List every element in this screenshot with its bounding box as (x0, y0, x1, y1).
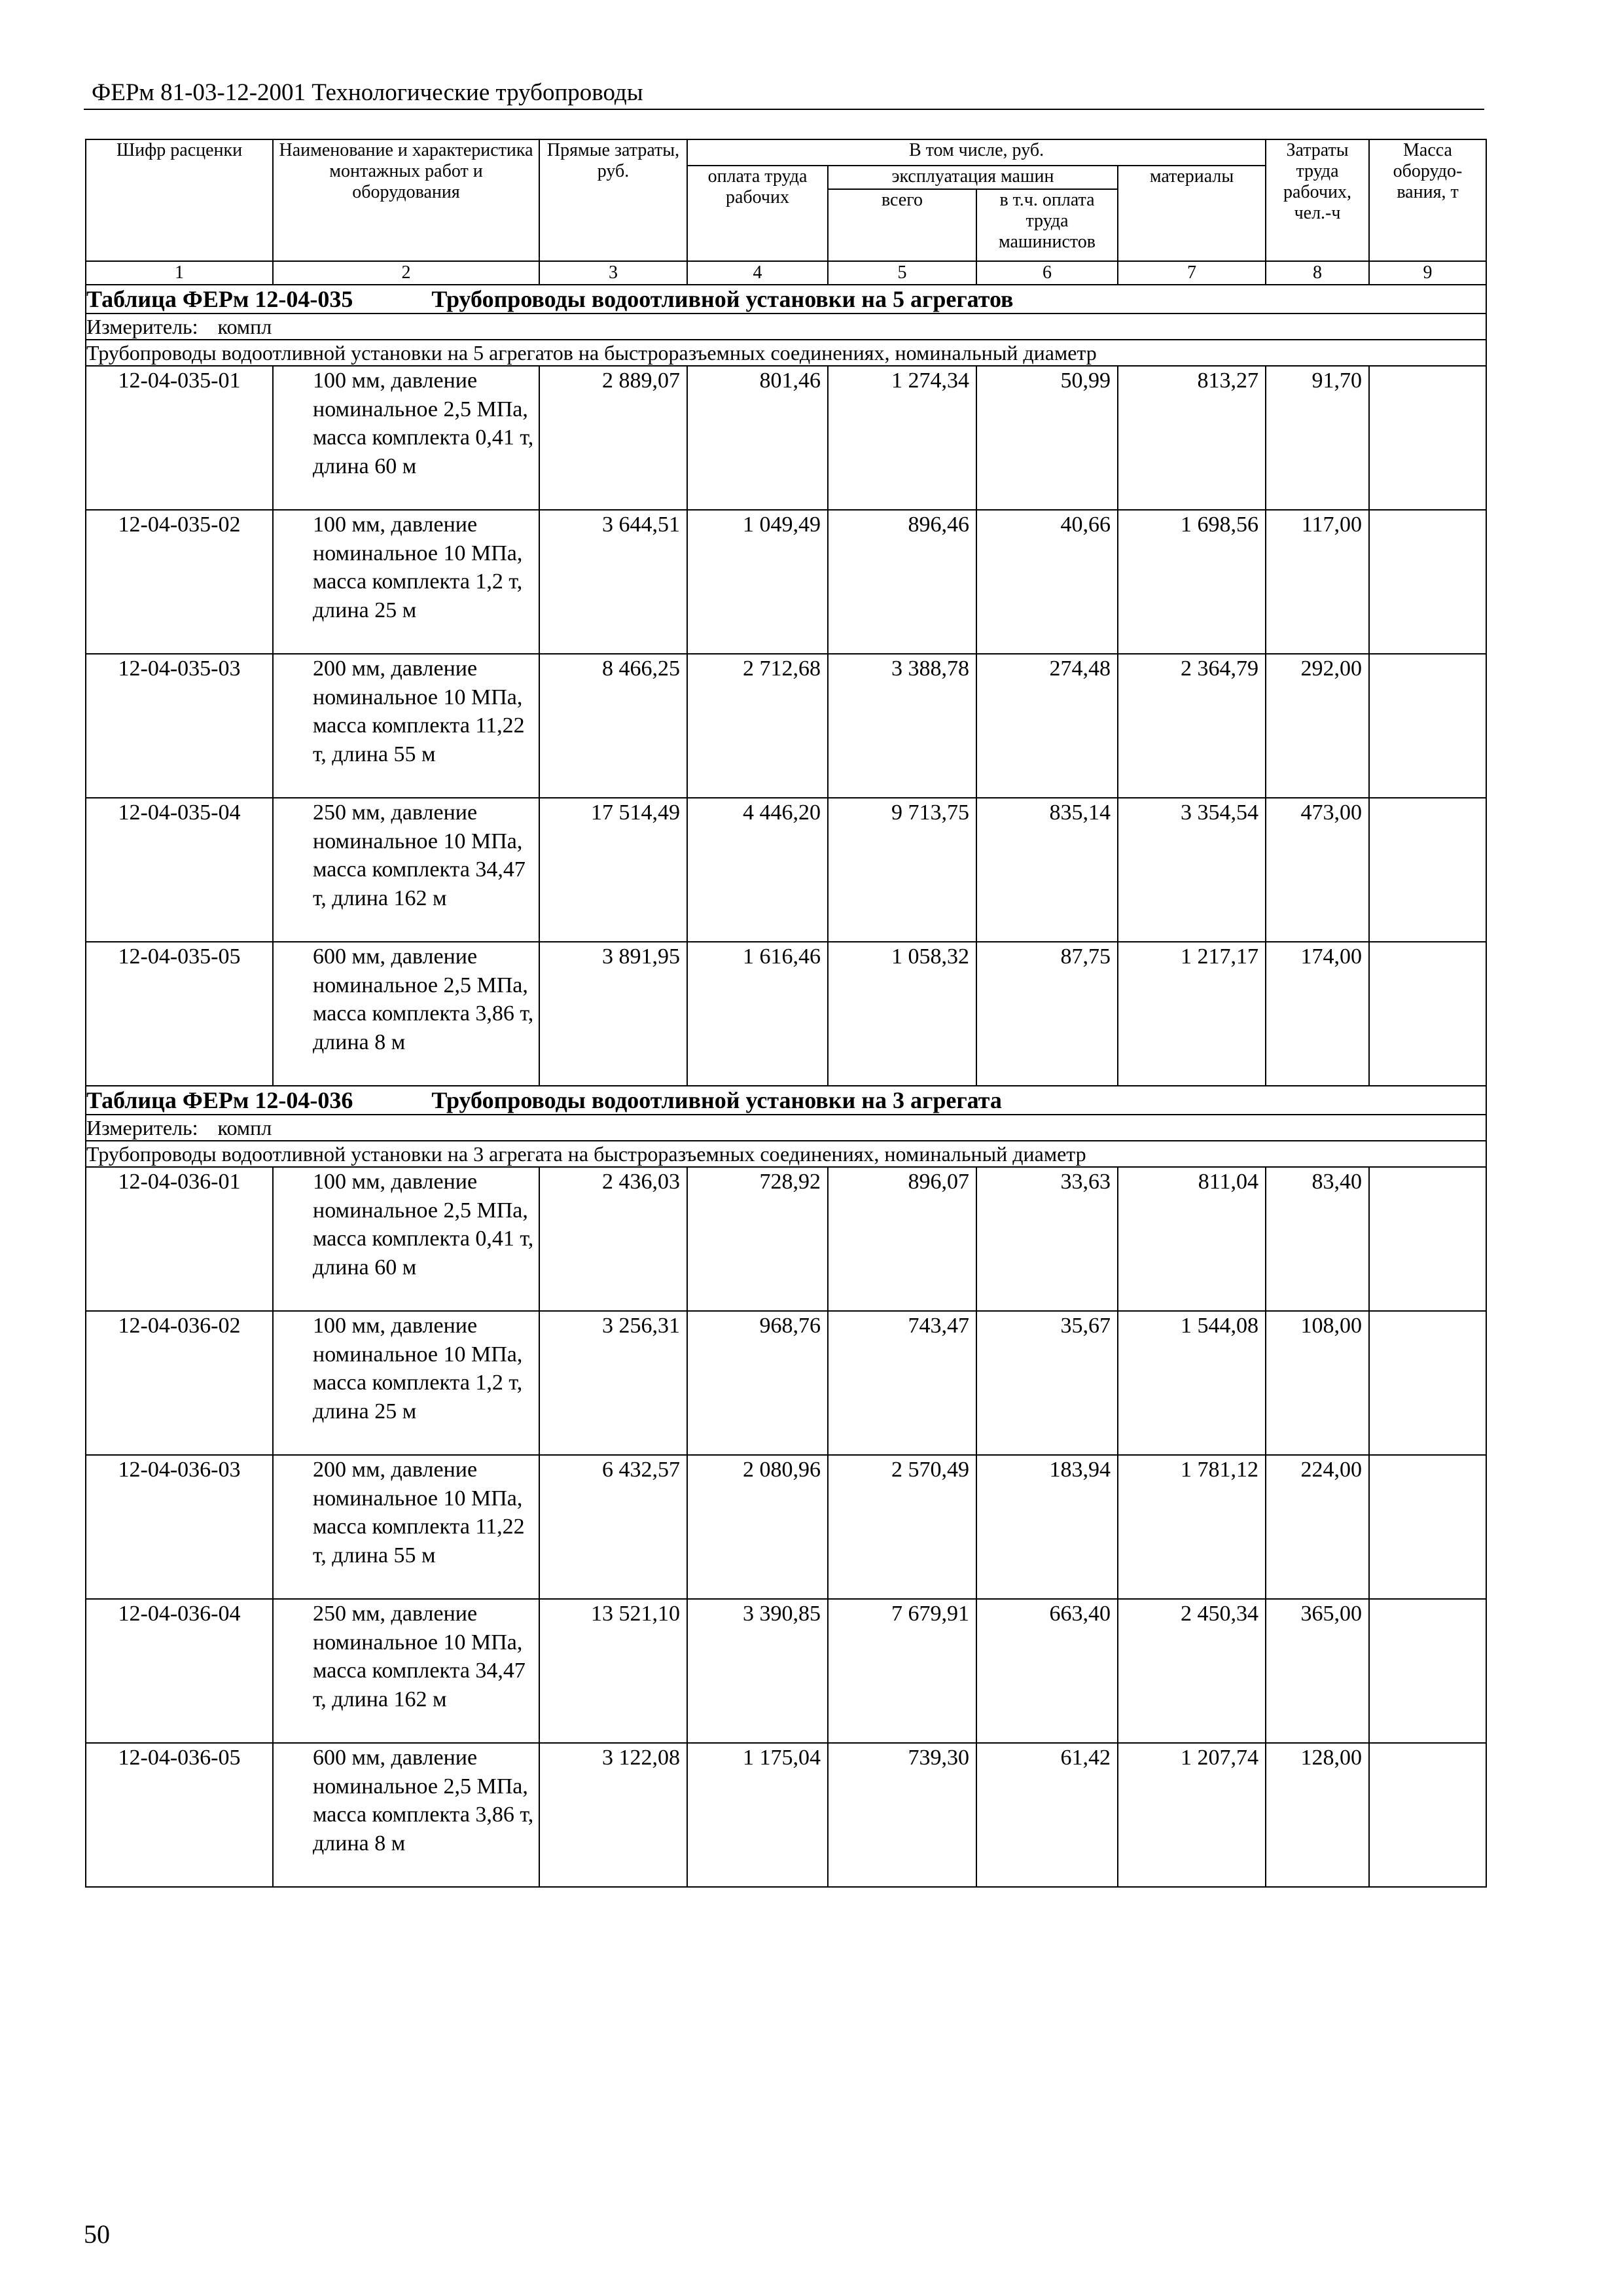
cell-wages: 968,76 (687, 1311, 828, 1455)
cell-direct: 8 466,25 (539, 654, 687, 798)
cell-materials: 2 364,79 (1118, 654, 1266, 798)
table-row (86, 798, 1486, 942)
running-header: ФЕРм 81-03-12-2001 Технологические трубопроводы (92, 79, 643, 106)
rate-code: 12-04-036-04 (86, 1599, 273, 1743)
measure-row (86, 1115, 1486, 1141)
cell-machines: 1 274,34 (828, 366, 976, 510)
cell-direct: 2 889,07 (539, 366, 687, 510)
cell-direct: 3 256,31 (539, 1311, 687, 1455)
work-description: 600 мм, давление номинальное 2,5 МПа, масса комплекта 3,86 т, длина 8 м (273, 942, 539, 1086)
head-machinists: в т.ч. оплата труда машинистов (976, 189, 1118, 261)
cell-labor: 224,00 (1266, 1455, 1369, 1599)
cell-labor: 174,00 (1266, 942, 1369, 1086)
rates-table (85, 139, 1487, 1888)
cell-wages: 3 390,85 (687, 1599, 828, 1743)
cell-wages: 4 446,20 (687, 798, 828, 942)
cell-wages: 1 616,46 (687, 942, 828, 1086)
rate-code: 12-04-036-01 (86, 1167, 273, 1311)
head-materials: материалы (1118, 166, 1266, 261)
cell-machinists: 61,42 (976, 1743, 1118, 1887)
cell-mass (1369, 1167, 1486, 1311)
head-mass: Масса оборудо-вания, т (1369, 139, 1486, 261)
cell-labor: 128,00 (1266, 1743, 1369, 1887)
column-number: 8 (1266, 261, 1369, 285)
cell-materials: 3 354,54 (1118, 798, 1266, 942)
cell-machines: 743,47 (828, 1311, 976, 1455)
measure-cell (86, 314, 1486, 340)
cell-materials: 1 781,12 (1118, 1455, 1266, 1599)
cell-direct: 13 521,10 (539, 1599, 687, 1743)
cell-machines: 896,46 (828, 510, 976, 654)
section-title-row (86, 1086, 1486, 1115)
cell-labor: 83,40 (1266, 1167, 1369, 1311)
cell-machinists: 835,14 (976, 798, 1118, 942)
section-description-row (86, 340, 1486, 366)
cell-mass (1369, 1455, 1486, 1599)
table-id: Таблица ФЕРм 12-04-035 (86, 286, 353, 312)
cell-direct: 3 122,08 (539, 1743, 687, 1887)
cell-direct: 17 514,49 (539, 798, 687, 942)
section-description-row (86, 1141, 1486, 1167)
cell-direct: 6 432,57 (539, 1455, 687, 1599)
head-labor: Затраты труда рабочих, чел.-ч (1266, 139, 1369, 261)
rate-code: 12-04-035-04 (86, 798, 273, 942)
cell-labor: 108,00 (1266, 1311, 1369, 1455)
cell-machinists: 35,67 (976, 1311, 1118, 1455)
meter-label: Измеритель: (86, 315, 198, 338)
cell-machinists: 87,75 (976, 942, 1118, 1086)
work-description: 200 мм, давление номинальное 10 МПа, масса комплекта 11,22 т, длина 55 м (273, 654, 539, 798)
cell-machines: 896,07 (828, 1167, 976, 1311)
cell-machines: 3 388,78 (828, 654, 976, 798)
cell-machinists: 50,99 (976, 366, 1118, 510)
cell-mass (1369, 654, 1486, 798)
head-including: В том числе, руб. (687, 139, 1266, 166)
table-row (86, 366, 1486, 510)
section-title-row (86, 285, 1486, 314)
cell-wages: 2 080,96 (687, 1455, 828, 1599)
rate-code: 12-04-036-05 (86, 1743, 273, 1887)
head-direct: Прямые затраты, руб. (539, 139, 687, 261)
cell-materials: 1 217,17 (1118, 942, 1266, 1086)
cell-wages: 728,92 (687, 1167, 828, 1311)
table-row (86, 1599, 1486, 1743)
cell-materials: 811,04 (1118, 1167, 1266, 1311)
cell-machines: 7 679,91 (828, 1599, 976, 1743)
column-number: 3 (539, 261, 687, 285)
cell-machinists: 33,63 (976, 1167, 1118, 1311)
head-wages: оплата труда рабочих (687, 166, 828, 261)
cell-materials: 1 698,56 (1118, 510, 1266, 654)
table-row (86, 654, 1486, 798)
cell-direct: 3 891,95 (539, 942, 687, 1086)
column-number: 6 (976, 261, 1118, 285)
cell-mass (1369, 1743, 1486, 1887)
rate-code: 12-04-035-01 (86, 366, 273, 510)
cell-mass (1369, 1599, 1486, 1743)
cell-labor: 365,00 (1266, 1599, 1369, 1743)
rate-code: 12-04-036-03 (86, 1455, 273, 1599)
table-row (86, 942, 1486, 1086)
rate-code: 12-04-035-03 (86, 654, 273, 798)
cell-materials: 2 450,34 (1118, 1599, 1266, 1743)
work-description: 200 мм, давление номинальное 10 МПа, масса комплекта 11,22 т, длина 55 м (273, 1455, 539, 1599)
column-number: 5 (828, 261, 976, 285)
cell-machinists: 40,66 (976, 510, 1118, 654)
column-number: 4 (687, 261, 828, 285)
cell-direct: 2 436,03 (539, 1167, 687, 1311)
work-description: 250 мм, давление номинальное 10 МПа, масса комплекта 34,47 т, длина 162 м (273, 798, 539, 942)
cell-mass (1369, 798, 1486, 942)
column-number: 2 (273, 261, 539, 285)
cell-labor: 117,00 (1266, 510, 1369, 654)
column-numbers-row (86, 261, 1486, 285)
work-description: 100 мм, давление номинальное 10 МПа, масса комплекта 1,2 т, длина 25 м (273, 510, 539, 654)
table-title: Трубопроводы водоотливной установки на 5 агрегатов (431, 286, 1014, 312)
work-description: 100 мм, давление номинальное 10 МПа, масса комплекта 1,2 т, длина 25 м (273, 1311, 539, 1455)
cell-mass (1369, 510, 1486, 654)
work-description: 250 мм, давление номинальное 10 МПа, масса комплекта 34,47 т, длина 162 м (273, 1599, 539, 1743)
cell-labor: 91,70 (1266, 366, 1369, 510)
cell-mass (1369, 366, 1486, 510)
work-description: 100 мм, давление номинальное 2,5 МПа, масса комплекта 0,41 т, длина 60 м (273, 366, 539, 510)
measure-row (86, 314, 1486, 340)
cell-machines: 1 058,32 (828, 942, 976, 1086)
cell-machinists: 274,48 (976, 654, 1118, 798)
cell-wages: 2 712,68 (687, 654, 828, 798)
rate-code: 12-04-036-02 (86, 1311, 273, 1455)
rate-code: 12-04-035-02 (86, 510, 273, 654)
cell-machines: 739,30 (828, 1743, 976, 1887)
section-description: Трубопроводы водоотливной установки на 5 агрегатов на быстроразъемных соединениях, номинальный диаметр (86, 340, 1486, 366)
table-row (86, 1455, 1486, 1599)
table-id: Таблица ФЕРм 12-04-036 (86, 1087, 353, 1113)
cell-machines: 9 713,75 (828, 798, 976, 942)
table-body (86, 139, 1486, 1887)
head-machines: эксплуатация машин (828, 166, 1118, 189)
meter-unit: компл (217, 1116, 272, 1139)
cell-wages: 1 175,04 (687, 1743, 828, 1887)
page-number: 50 (84, 2219, 110, 2249)
work-description: 100 мм, давление номинальное 2,5 МПа, масса комплекта 0,41 т, длина 60 м (273, 1167, 539, 1311)
header-rule (84, 109, 1484, 110)
cell-direct: 3 644,51 (539, 510, 687, 654)
rate-code: 12-04-035-05 (86, 942, 273, 1086)
cell-mass (1369, 942, 1486, 1086)
table-title: Трубопроводы водоотливной установки на 3 агрегата (431, 1087, 1002, 1113)
cell-machines: 2 570,49 (828, 1455, 976, 1599)
table-row (86, 1743, 1486, 1887)
column-number: 7 (1118, 261, 1266, 285)
column-number: 1 (86, 261, 273, 285)
cell-labor: 292,00 (1266, 654, 1369, 798)
meter-label: Измеритель: (86, 1116, 198, 1139)
table-row (86, 1311, 1486, 1455)
section-title-cell (86, 1086, 1486, 1115)
section-title-cell (86, 285, 1486, 314)
head-machines-total: всего (828, 189, 976, 261)
cell-materials: 1 544,08 (1118, 1311, 1266, 1455)
table-row (86, 510, 1486, 654)
cell-wages: 1 049,49 (687, 510, 828, 654)
cell-materials: 813,27 (1118, 366, 1266, 510)
cell-wages: 801,46 (687, 366, 828, 510)
section-description: Трубопроводы водоотливной установки на 3 агрегата на быстроразъемных соединениях, номинальный диаметр (86, 1141, 1486, 1167)
meter-unit: компл (217, 315, 272, 338)
cell-machinists: 663,40 (976, 1599, 1118, 1743)
cell-machinists: 183,94 (976, 1455, 1118, 1599)
head-code: Шифр расценки (86, 139, 273, 261)
head-name: Наименование и характеристика монтажных работ и оборудования (273, 139, 539, 261)
measure-cell (86, 1115, 1486, 1141)
cell-materials: 1 207,74 (1118, 1743, 1266, 1887)
column-number: 9 (1369, 261, 1486, 285)
cell-labor: 473,00 (1266, 798, 1369, 942)
table-row (86, 1167, 1486, 1311)
work-description: 600 мм, давление номинальное 2,5 МПа, масса комплекта 3,86 т, длина 8 м (273, 1743, 539, 1887)
cell-mass (1369, 1311, 1486, 1455)
